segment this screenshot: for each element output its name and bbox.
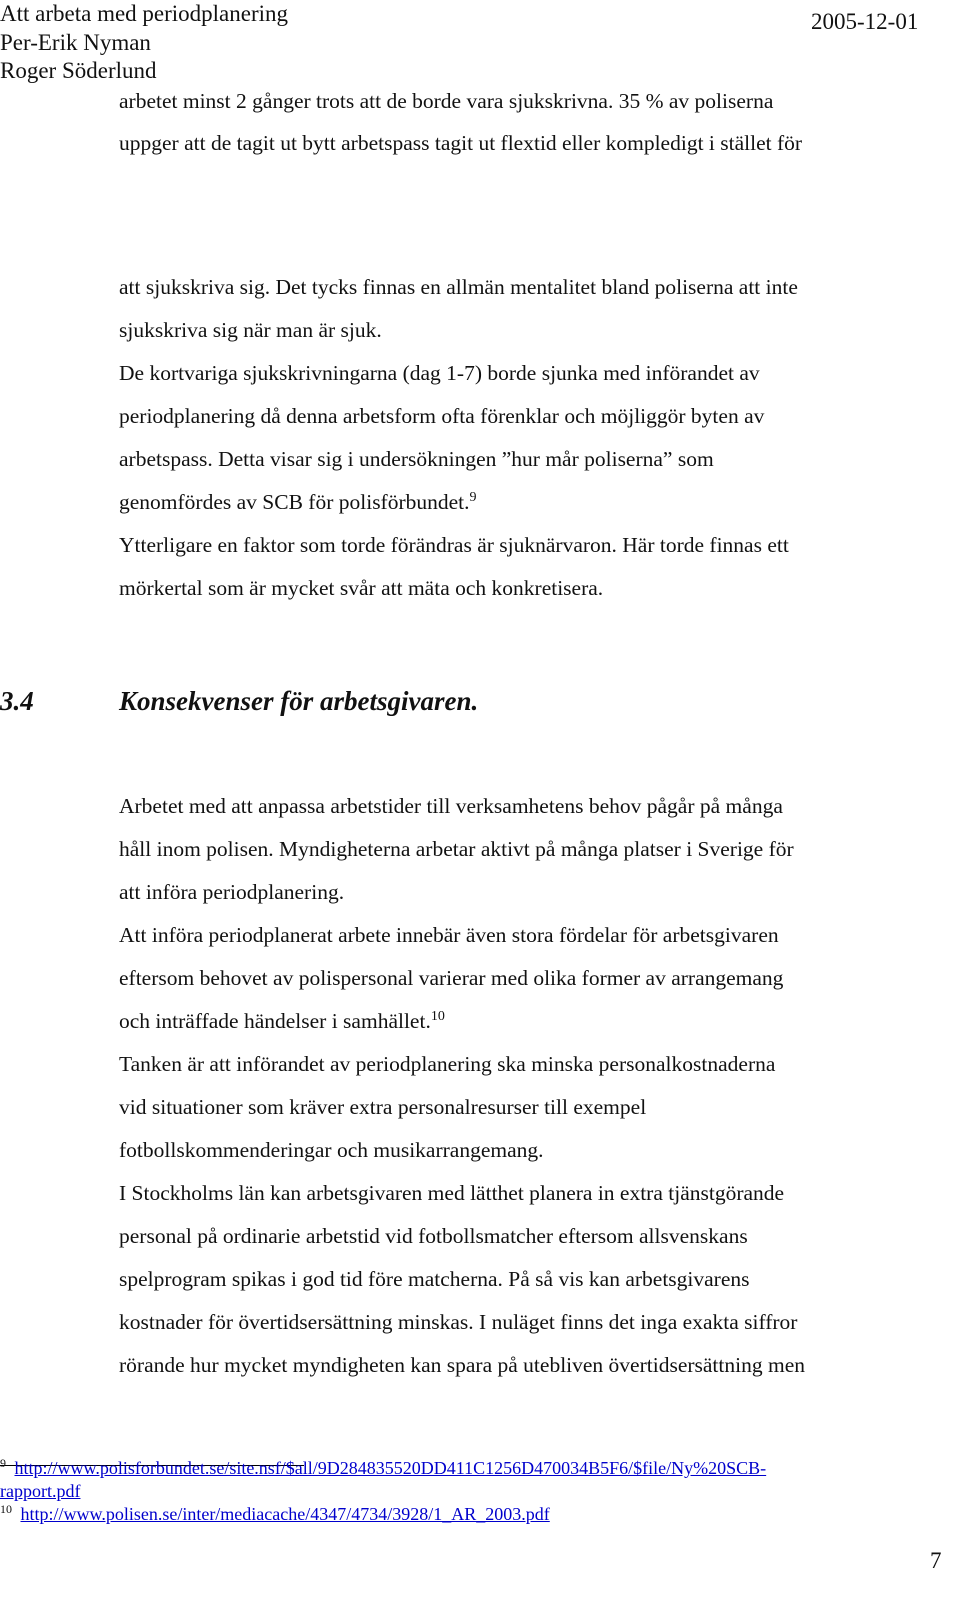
section-line-text: och inträffade händelser i samhället. [119,1009,431,1033]
header-title: Att arbeta med periodplanering [0,1,289,26]
section-number: 3.4 [0,686,34,716]
footnote-reference: 10 [430,1008,445,1024]
section-line: håll inom polisen. Myndigheterna arbetar aktivt på många platser i Sverige för [119,837,794,861]
footnote-link-9[interactable]: http://www.polisforbundet.se/site.nsf/$all/9D284835520DD411C1256D470034B5F6/$file/Ny%20SCB- [14,1458,767,1478]
section-line: spelprogram spikas i god tid före matcherna. På så vis kan arbetsgivarens [119,1267,750,1291]
body-line: arbetspass. Detta visar sig i undersökningen ”hur mår poliserna” som [119,447,714,471]
body-line: sjukskriva sig när man är sjuk. [119,318,382,342]
footnote-number: 10 [0,1502,12,1516]
header-date: 2005-12-01 [811,9,919,34]
footnote-9 [0,1457,766,1479]
body-line: mörkertal som är mycket svår att mäta och konkretisera. [119,576,604,600]
section-line: rörande hur mycket myndigheten kan spara på utebliven övertidsersättning men [119,1353,805,1377]
section-line: Arbetet med att anpassa arbetstider till verksamhetens behov pågår på många [119,794,783,818]
section-line: eftersom behovet av polispersonal varierar med olika former av arrangemang [119,966,784,990]
section-line: I Stockholms län kan arbetsgivaren med lätthet planera in extra tjänstgörande [119,1181,785,1205]
footnote-link-9-cont[interactable]: rapport.pdf [0,1481,81,1501]
section-line: Tanken är att införandet av periodplanering ska minska personalkostnaderna [119,1052,776,1076]
section-title: Konsekvenser för arbetsgivaren. [119,686,479,716]
footnote-9-continuation [0,1480,80,1502]
body-line: Ytterligare en faktor som torde förändras är sjuknärvaron. Här torde finnas ett [119,533,789,557]
page-number: 7 [930,1548,942,1573]
body-line: periodplanering då denna arbetsform ofta förenklar och möjliggör byten av [119,404,765,428]
body-line: uppger att de tagit ut bytt arbetspass tagit ut flextid eller kompledigt i stället för [119,131,803,155]
footnote-number: 9 [0,1456,6,1470]
footnote-link-10[interactable]: http://www.polisen.se/inter/mediacache/4347/4734/3928/1_AR_2003.pdf [20,1504,550,1524]
body-line: att sjukskriva sig. Det tycks finnas en allmän mentalitet bland poliserna att inte [119,275,798,299]
footnote-reference: 9 [469,489,477,505]
section-line: kostnader för övertidsersättning minskas. I nuläget finns det inga exakta siffror [119,1310,798,1334]
body-line-with-footnote [119,489,477,515]
section-line: fotbollskommenderingar och musikarrangemang. [119,1138,544,1162]
section-line: Att införa periodplanerat arbete innebär även stora fördelar för arbetsgivaren [119,923,779,947]
footnote-10 [0,1503,550,1525]
section-line: att införa periodplanering. [119,880,345,904]
section-line: vid situationer som kräver extra personalresurser till exempel [119,1095,647,1119]
header-author-1: Per-Erik Nyman [0,30,151,55]
section-line: personal på ordinarie arbetstid vid fotbollsmatcher eftersom allsvenskans [119,1224,748,1248]
body-line: arbetet minst 2 gånger trots att de borde vara sjukskrivna. 35 % av poliserna [119,89,774,113]
body-line-text: genomfördes av SCB för polisförbundet. [119,490,470,514]
section-line-with-footnote [119,1008,445,1034]
body-line: De kortvariga sjukskrivningarna (dag 1-7) borde sjunka med införandet av [119,361,760,385]
header-author-2: Roger Söderlund [0,58,157,83]
